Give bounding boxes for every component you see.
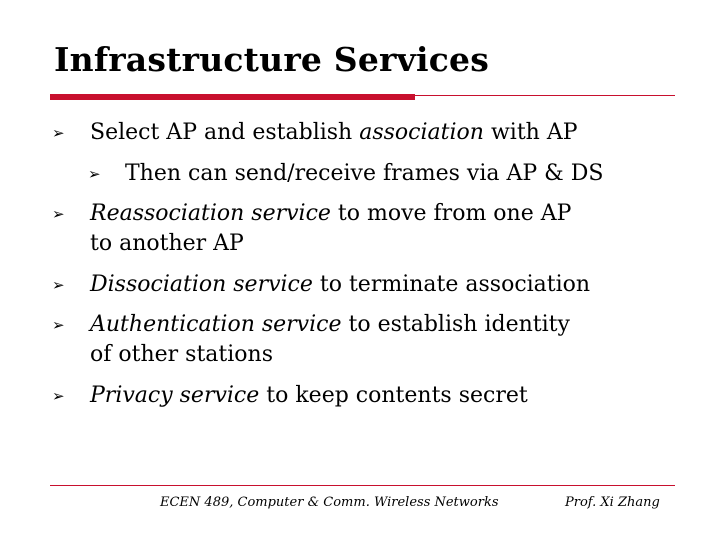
title-underline-accent	[50, 94, 415, 100]
bullet-arrow-icon: ➢	[52, 276, 65, 294]
bullet-item-3	[90, 270, 590, 300]
footer-divider	[50, 485, 675, 486]
bullet-item-4-text: to establish identity	[341, 312, 570, 337]
bullet-arrow-icon: ➢	[52, 205, 65, 223]
bullet-item-2-line2: to another AP	[90, 231, 244, 256]
bullet-item-3-emphasis: Dissociation service	[90, 272, 313, 297]
bullet-item-2	[90, 199, 571, 259]
sub-bullet-item: Then can send/receive frames via AP & DS	[125, 161, 604, 186]
bullet-item-5-text: to keep contents secret	[259, 383, 528, 408]
footer-course: ECEN 489, Computer & Comm. Wireless Networks	[160, 495, 499, 510]
bullet-arrow-icon: ➢	[52, 387, 65, 405]
bullet-item-4	[90, 310, 570, 370]
slide-title: Infrastructure Services	[54, 40, 489, 79]
bullet-item-2-emphasis: Reassociation service	[90, 201, 331, 226]
bullet-item-5	[90, 381, 528, 411]
bullet-arrow-icon: ➢	[52, 316, 65, 334]
bullet-item-2-text: to move from one AP	[330, 201, 572, 226]
bullet-arrow-icon: ➢	[52, 124, 65, 142]
bullet-item-3-text: to terminate association	[312, 272, 591, 297]
bullet-item-1-emphasis: association	[359, 120, 484, 145]
bullet-item-1-text: Select AP and establish	[90, 120, 360, 145]
bullet-item-5-emphasis: Privacy service	[90, 383, 260, 408]
bullet-item-1-tail: with AP	[483, 120, 578, 145]
sub-bullet-arrow-icon: ➢	[88, 165, 101, 183]
bullet-item-1	[90, 118, 578, 148]
footer-author: Prof. Xi Zhang	[565, 495, 660, 510]
bullet-item-4-line2: of other stations	[90, 342, 273, 367]
bullet-item-4-emphasis: Authentication service	[90, 312, 342, 337]
